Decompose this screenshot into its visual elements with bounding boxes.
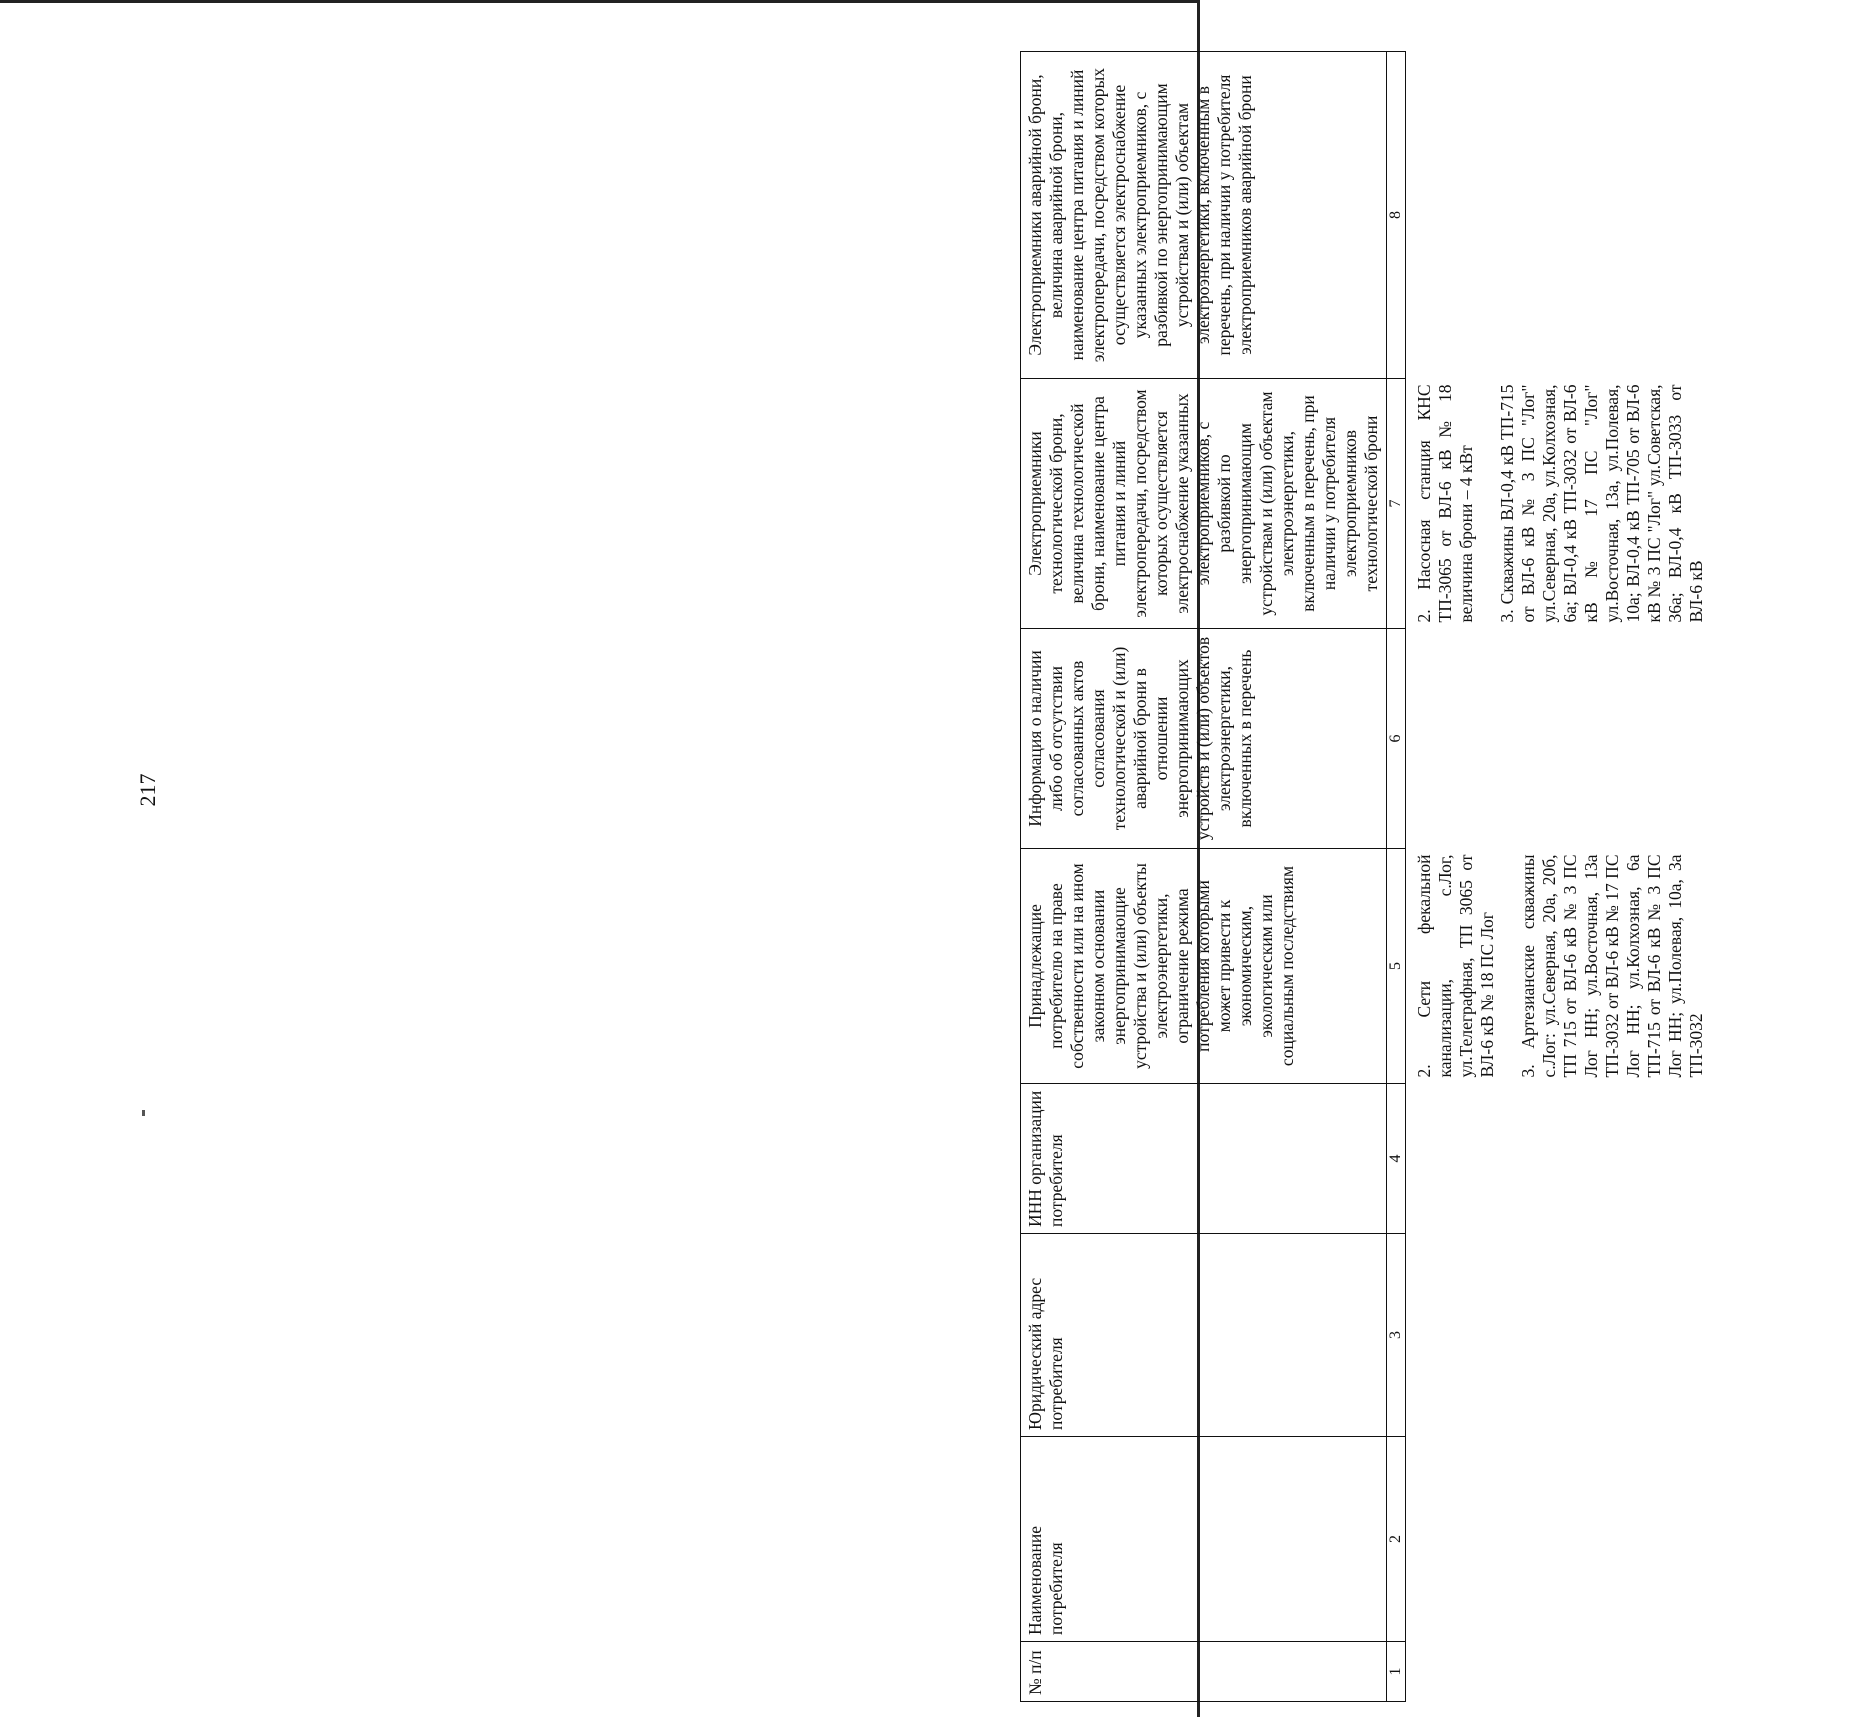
- body-col-8: [1406, 52, 1819, 379]
- column-number-2: 2: [1387, 1437, 1406, 1642]
- scan-speck: [142, 1110, 145, 1116]
- header-col-8: Электроприемники аварийной брони, величина аварийной брони, наименование центра питания и линий электропередачи, посредством которых осуществляется электроснабжение указанных электроприемников, с разбивкой по энергопринимающим устройствам и (или) объектам электроэнергетики, включенным в перечень, при наличии у потребителя электроприемников аварийной брони: [1021, 52, 1387, 379]
- column-number-3: 3: [1387, 1234, 1406, 1437]
- column-number-5: 5: [1387, 849, 1406, 1084]
- header-col-5: Принадлежащие потребителю на праве собственности или на ином законном основании энергопринимающие устройства и (или) объекты электроэнергетики, ограничение режима потребления которыми может привести к экономическим, экологическим или социальным последствиям: [1021, 849, 1387, 1084]
- body-col-4: [1406, 1084, 1819, 1234]
- column-number-4: 4: [1387, 1084, 1406, 1234]
- rotated-sheet: [1020, 52, 1870, 1702]
- header-col-1: № п/п: [1021, 1642, 1387, 1702]
- column-number-8: 8: [1387, 52, 1406, 379]
- body-col-2: [1406, 1437, 1819, 1642]
- equipment-item: 2. Сети фекальной канализации, с.Лог, ул.Телеграфная, ТП 3065 от ВЛ-6 кВ № 18 ПС Лог: [1414, 854, 1497, 1078]
- tech-reserve-item: 2. Насосная станция КНС ТП-3065 от ВЛ-6 кВ № 18 величина брони – 4 кВт: [1414, 384, 1476, 623]
- header-col-4: ИНН организации потребителя: [1021, 1084, 1387, 1234]
- body-col-1: [1406, 1642, 1819, 1702]
- header-col-6: Информация о наличии либо об отсутствии согласованных актов согласования технологической и (или) аварийной брони в отношении энергопринимающих устройств и (или) объектов электроэнергетики, включенных в перечень: [1021, 629, 1387, 849]
- column-number-1: 1: [1387, 1642, 1406, 1702]
- header-col-2: Наименование потребителя: [1021, 1437, 1387, 1642]
- body-col-3: [1406, 1234, 1819, 1437]
- header-col-3: Юридический адрес потребителя: [1021, 1234, 1387, 1437]
- table-header-row: [1021, 52, 1387, 1702]
- body-col-7: [1406, 379, 1819, 629]
- column-number-row: [1387, 52, 1406, 1702]
- consumer-table: [1020, 51, 1818, 1702]
- page-number-text: 217: [135, 773, 160, 807]
- body-col-6: [1406, 629, 1819, 849]
- body-col-5: [1406, 849, 1819, 1084]
- table-body-row: [1406, 52, 1819, 1702]
- column-number-7: 7: [1387, 379, 1406, 629]
- equipment-item: 3. Артезианские скважины с.Лог: ул.Северная, 20а, 20б, ТП 715 от ВЛ-6 кВ № 3 ПС Лог НН; ул.Восточная, 13а ТП-3032 от ВЛ-6 кВ № 17 ПС Лог НН; ул.Колхозная, 6а ТП-715 от ВЛ-6 кВ № 3 ПС Лог НН; ул.Полевая, 10а, 3а ТП-3032: [1518, 854, 1706, 1078]
- scan-edge-top: [0, 0, 1200, 3]
- tech-reserve-item: 3. Скважины ВЛ-0,4 кВ ТП-715 от ВЛ-6 кВ № 3 ПС "Лог" ул.Северная, 20а, ул.Колхозная, 6а; ВЛ-0,4 кВ ТП-3032 от ВЛ-6 кВ № 17 ПС "Лог" ул.Восточная, 13а, ул.Полевая, 10а; ВЛ-0,4 кВ ТП-705 от ВЛ-6 кВ № 3 ПС "Лог" ул.Советская, 36а; ВЛ-0,4 кВ ТП-3033 от ВЛ-6 кВ: [1497, 384, 1706, 623]
- page-number: [128, 770, 168, 826]
- header-col-7: Электроприемники технологической брони, величина технологической брони, наименование центра питания и линий электропередачи, посредством которых осуществляется электроснабжение указанных электроприемников, с разбивкой по энергопринимающим устройствам и (или) объектам электроэнергетики, включенным в перечень, при наличии у потребителя электроприемников технологической брони: [1021, 379, 1387, 629]
- column-number-6: 6: [1387, 629, 1406, 849]
